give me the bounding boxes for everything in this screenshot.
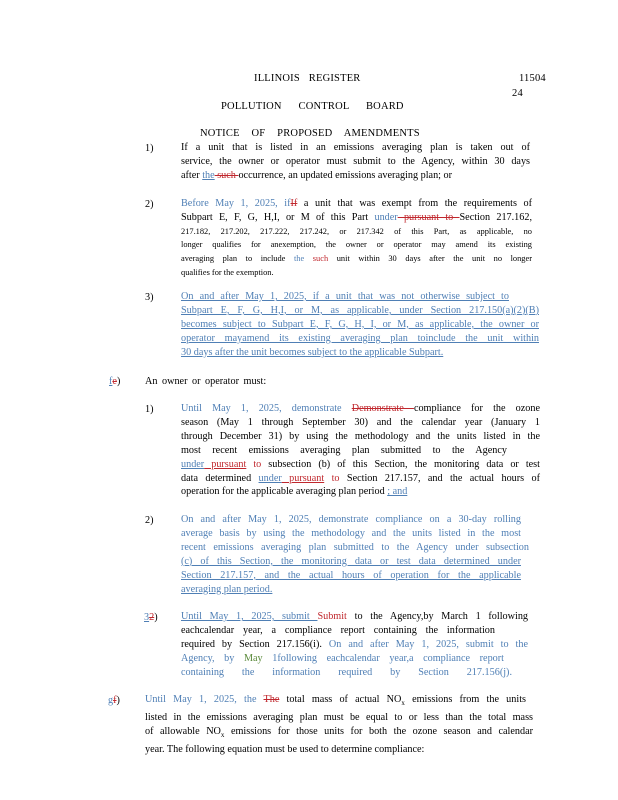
- item-number: 3): [145, 292, 154, 303]
- paragraph-2: [181, 197, 532, 279]
- text-line: averaging plan to include the such unit within 30 days after the unit no longer: [181, 254, 532, 263]
- inserted-text: the: [293, 254, 305, 263]
- paragraph-f2-inserted: [181, 513, 529, 596]
- inserted-text: f: [109, 376, 113, 387]
- item-number: 2): [145, 515, 154, 526]
- inserted-text: ; and: [387, 486, 408, 498]
- text-line: season (May 1 through September 30) and the calendar year (January 1: [181, 416, 540, 428]
- text-line: required by Section 217.156(i). On and after May 1, 2025, submit to the: [181, 638, 528, 650]
- text-line: operation for the applicable averaging plan period ; and: [181, 486, 408, 498]
- text-line: year. The following equation must be used to determine compliance:: [145, 743, 425, 755]
- deleted-text: Submit: [317, 611, 347, 622]
- deleted-text: to: [246, 458, 262, 470]
- item-number: 1): [145, 404, 154, 415]
- inserted-text: g: [108, 695, 114, 706]
- text-line: data determined under pursuant to Section 217.157, and the actual hours of: [181, 472, 540, 484]
- text-line: Subpart E, F, G, H,I, or M of this Part under pursuant to Section 217.162,: [181, 211, 533, 223]
- deleted-text: f: [113, 695, 117, 706]
- inserted-text: Until May 1, 2025, submit: [181, 611, 318, 622]
- deleted-text: such: [304, 254, 329, 263]
- text-line: On and after May 1, 2025, if a unit that was not otherwise subject to: [181, 291, 509, 302]
- moved-text: May: [243, 652, 263, 664]
- inserted-text: under: [258, 472, 282, 484]
- paragraph-1: [181, 141, 530, 183]
- text-line: eachcalendar year, a compliance report containing the information: [181, 624, 495, 636]
- text-line: becomes subject to Subpart E, F, G, H, I, or M, as applicable, the owner or: [181, 318, 539, 330]
- paragraph-g: [145, 693, 533, 757]
- subsection-letter: gf): [108, 695, 120, 706]
- item-number: 2): [145, 199, 154, 210]
- text-line: On and after May 1, 2025, demonstrate compliance on a 30-day rolling: [181, 514, 521, 525]
- page-number: 11504: [519, 73, 546, 84]
- text-line: most recent emissions averaging plan submitted to the Agency: [181, 444, 507, 456]
- text-line: If a unit that is listed in an emissions averaging plan is taken out of: [181, 142, 530, 153]
- deleted-text: pursuant: [204, 458, 247, 470]
- text-line: averaging plan period.: [181, 583, 273, 595]
- inserted-text: Until May 1, 2025, demonstrate: [181, 403, 352, 414]
- register-title: ILLINOIS REGISTER: [254, 73, 361, 84]
- deleted-text: such: [214, 169, 239, 181]
- text-line: recent emissions averaging plan submitted to the Agency under subsection: [181, 541, 529, 553]
- subsection-letter: fe): [109, 376, 121, 387]
- inserted-text: Before May 1, 2025, if: [181, 198, 291, 209]
- text-line: average basis by using the methodology and the units listed in the most: [181, 527, 521, 539]
- text-line: under pursuant to subsection (b) of this Section, the monitoring data or test: [181, 458, 540, 470]
- text-line: service, the owner or operator must submit to the Agency, within 30 days: [181, 155, 530, 167]
- inserted-text: the: [202, 169, 215, 181]
- paragraph-3-inserted: [181, 290, 539, 360]
- text-line: longer qualifies for anexemption, the owner or operator may amend its existing: [181, 240, 532, 250]
- issue-number: 24: [512, 88, 523, 99]
- notice-title: NOTICE OF PROPOSED AMENDMENTS: [200, 128, 420, 139]
- text-line: operator mayamend its existing averaging plan toinclude the unit within: [181, 332, 539, 344]
- text-line: Subpart E, F, G, H,I, or M, as applicable, under Section 217.150(a)(2)(B): [181, 304, 539, 316]
- text-line: of allowable $NO_x$ emissions for those units for both the ozone season and calendar: [145, 725, 533, 739]
- deleted-text: pursuant to: [397, 211, 460, 223]
- text-line: Until May 1, 2025, submit Submit to the Agency,by March 1 following: [181, 611, 529, 622]
- paragraph-f3: [181, 610, 528, 680]
- text-line: 30 days after the unit becomes subject to the applicable Subpart.: [181, 346, 444, 358]
- inserted-text: 3: [144, 612, 150, 623]
- text-line: Agency, by May 1following eachcalendar year,a compliance report: [181, 652, 504, 664]
- paragraph-f1: [181, 402, 540, 499]
- deleted-text: to: [324, 472, 340, 484]
- text-line: (c) of this Section, the monitoring data or test data determined under: [181, 555, 521, 567]
- inserted-text: Until May 1, 2025, the: [145, 694, 264, 705]
- text-line: through December 31) by using the methodology and the units listed in the: [181, 430, 540, 442]
- deleted-text: pursuant: [281, 472, 325, 484]
- board-title: POLLUTION CONTROL BOARD: [221, 101, 404, 112]
- text-line: Before May 1, 2025, ifIf a unit that was exempt from the requirements of: [181, 198, 532, 209]
- inserted-text: On and after May 1, 2025, submit to the: [328, 638, 528, 650]
- deleted-text: If: [290, 198, 298, 209]
- deleted-text: Demonstrate: [351, 403, 414, 414]
- deleted-text: 2: [149, 612, 155, 623]
- text-line: Until May 1, 2025, demonstrate Demonstrate compliance for the ozone: [181, 403, 540, 414]
- text-line: 217.182, 217.202, 217.222, 217.242, or 217.342 of this Part, as applicable, no: [181, 226, 532, 236]
- text-line: Section 217.157, and the actual hours of operation for the applicable: [181, 569, 521, 581]
- deleted-text: e: [112, 376, 117, 387]
- item-number: 32): [144, 612, 158, 623]
- inserted-text: under: [374, 211, 398, 223]
- subsection-intro: An owner or operator must:: [145, 376, 267, 387]
- inserted-text: under: [181, 458, 205, 470]
- text-line: qualifies for the exemption.: [181, 267, 274, 277]
- item-number: 1): [145, 143, 154, 154]
- text-line: listed in the emissions averaging plan must be equal to or less than the total mass: [145, 711, 533, 723]
- deleted-text: The: [263, 694, 280, 705]
- text-line: after the such occurrence, an updated emissions averaging plan; or: [181, 169, 453, 181]
- text-line: containing the information required by Section 217.156(j).: [181, 666, 512, 678]
- text-line: Until May 1, 2025, the The total mass of actual $NO_x$ emissions from the units: [145, 694, 526, 708]
